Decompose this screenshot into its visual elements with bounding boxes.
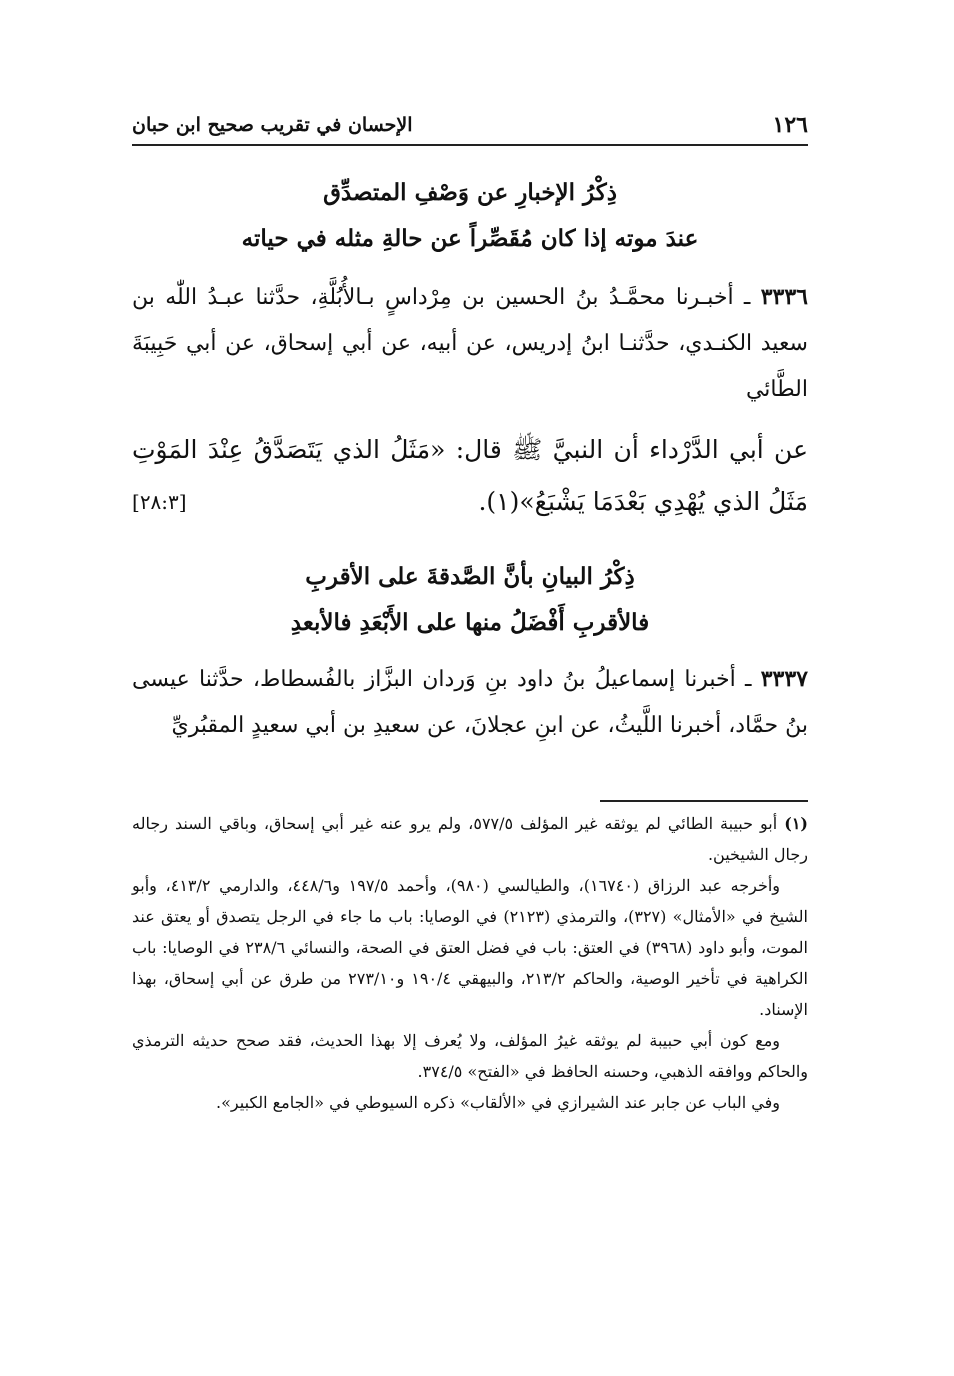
footnote-1-text: أبو حبيبة الطائي لم يوثقه غير المؤلف ٥٧٧/٥، ولم يرو عنه غير أبي إسحاق، وباقي السند رجاله رجال الشيخين.: [132, 814, 808, 864]
footnote-paragraph-4: وفي الباب عن جابر عند الشيرازي في «الألقاب» ذكره السيوطي في «الجامع الكبير».: [216, 1093, 780, 1112]
footnote-1: [132, 808, 808, 870]
footnote-separator: [600, 800, 808, 802]
isnad-text: ـ أخبـرنا محمَّـدُ بنُ الحسين بن مِرْداسٍ بـالأُبُلَّةِ، حدَّثنا عبـدُ اللّٰه بن سعيد الكنـدي، حدَّثنـا ابنُ إدريس، عن أبيه، عن أبي إسحاق، عن أبي حَبِيبَةَ الطَّائي: [132, 285, 808, 402]
footnote-paragraph-3: ومع كون أبي حبيبة لم يوثقه غيرُ المؤلف، ولا يُعرف إلا بهذا الحديث، فقد صحح حديثه الترمذي والحاكم ووافقه الذهبي، وحسنه الحافظ في «الفتح» ٣٧٤/٥.: [132, 1031, 808, 1081]
hadith-number: ٣٣٣٧: [760, 666, 808, 692]
section-heading-2-line1: ذِكْرُ البيانِ بأنَّ الصَّدقةَ على الأقربِ: [305, 563, 635, 590]
page-header: [132, 108, 808, 146]
section-heading-1-line2: عندَ موته إذا كان مُقَصِّراً عن حالةِ مثله في حياته: [241, 225, 699, 252]
footnote-paragraph-2: وأخرجه عبد الرزاق (١٦٧٤٠)، والطيالسي (٩٨٠)، وأحمد ١٩٧/٥ و٤٤٨/٦، والدارمي ٤١٣/٢، وأبو الشيخ في «الأمثال» (٣٢٧)، والترمذي (٢١٢٣) في الوصايا: باب ما جاء في الرجل يتصدق أو يعتق عند الموت، وأبو داود (٣٩٦٨) في العتق: باب في فضل العتق في الصحة، والنسائي ٢٣٨/٦ في الوصايا: باب الكراهية في تأخير الوصية، والحاكم ٢١٣/٢، والبيهقي ١٩٠/٤ و٢٧٣/١٠ من طرق عن أبي إسحاق، بهذا الإسناد.: [132, 876, 809, 1019]
isnad-text: ـ أخبرنا إسماعيلُ بنُ داود بنِ وَردان البزَّاز بالفُسطاط، حدَّثنا عيسى بنُ حمَّاد، أخبرنا اللَّيثُ، عن ابنِ عجلانَ، عن سعيدِ بن أبي سعيدٍ المقبُريِّ: [132, 667, 808, 738]
source-reference: [٢٨:٣]: [132, 490, 187, 514]
hadith-3337-isnad: [132, 656, 808, 749]
matn-text: عن أبي الدَّرْداء أن النبيَّ ﷺ قال: «مَثَلُ الذي يَتَصَدَّقُ عِنْدَ المَوْتِ مَثَلُ الذي يُهْدِي بَعْدَمَا يَشْبَعُ»(١).: [132, 435, 808, 516]
hadith-3336-isnad: [132, 274, 808, 413]
hadith-number: ٣٣٣٦: [760, 284, 808, 310]
section-heading-2: [132, 554, 808, 646]
footnotes: [132, 808, 808, 1118]
section-heading-1-line1: ذِكْرُ الإخبارِ عن وَصْفِ المتصدِّق: [323, 179, 617, 206]
running-title: الإحسان في تقريب صحيح ابن حبان: [132, 114, 413, 136]
section-heading-1: [132, 170, 808, 262]
footnote-marker: (١): [784, 814, 808, 833]
page-number: ١٢٦: [772, 112, 808, 138]
hadith-3336-matn: [132, 424, 808, 528]
section-heading-2-line2: فالأقربِ أَفْضَلُ منها على الأَبْعَدِ فالأبعدِ: [290, 609, 650, 636]
